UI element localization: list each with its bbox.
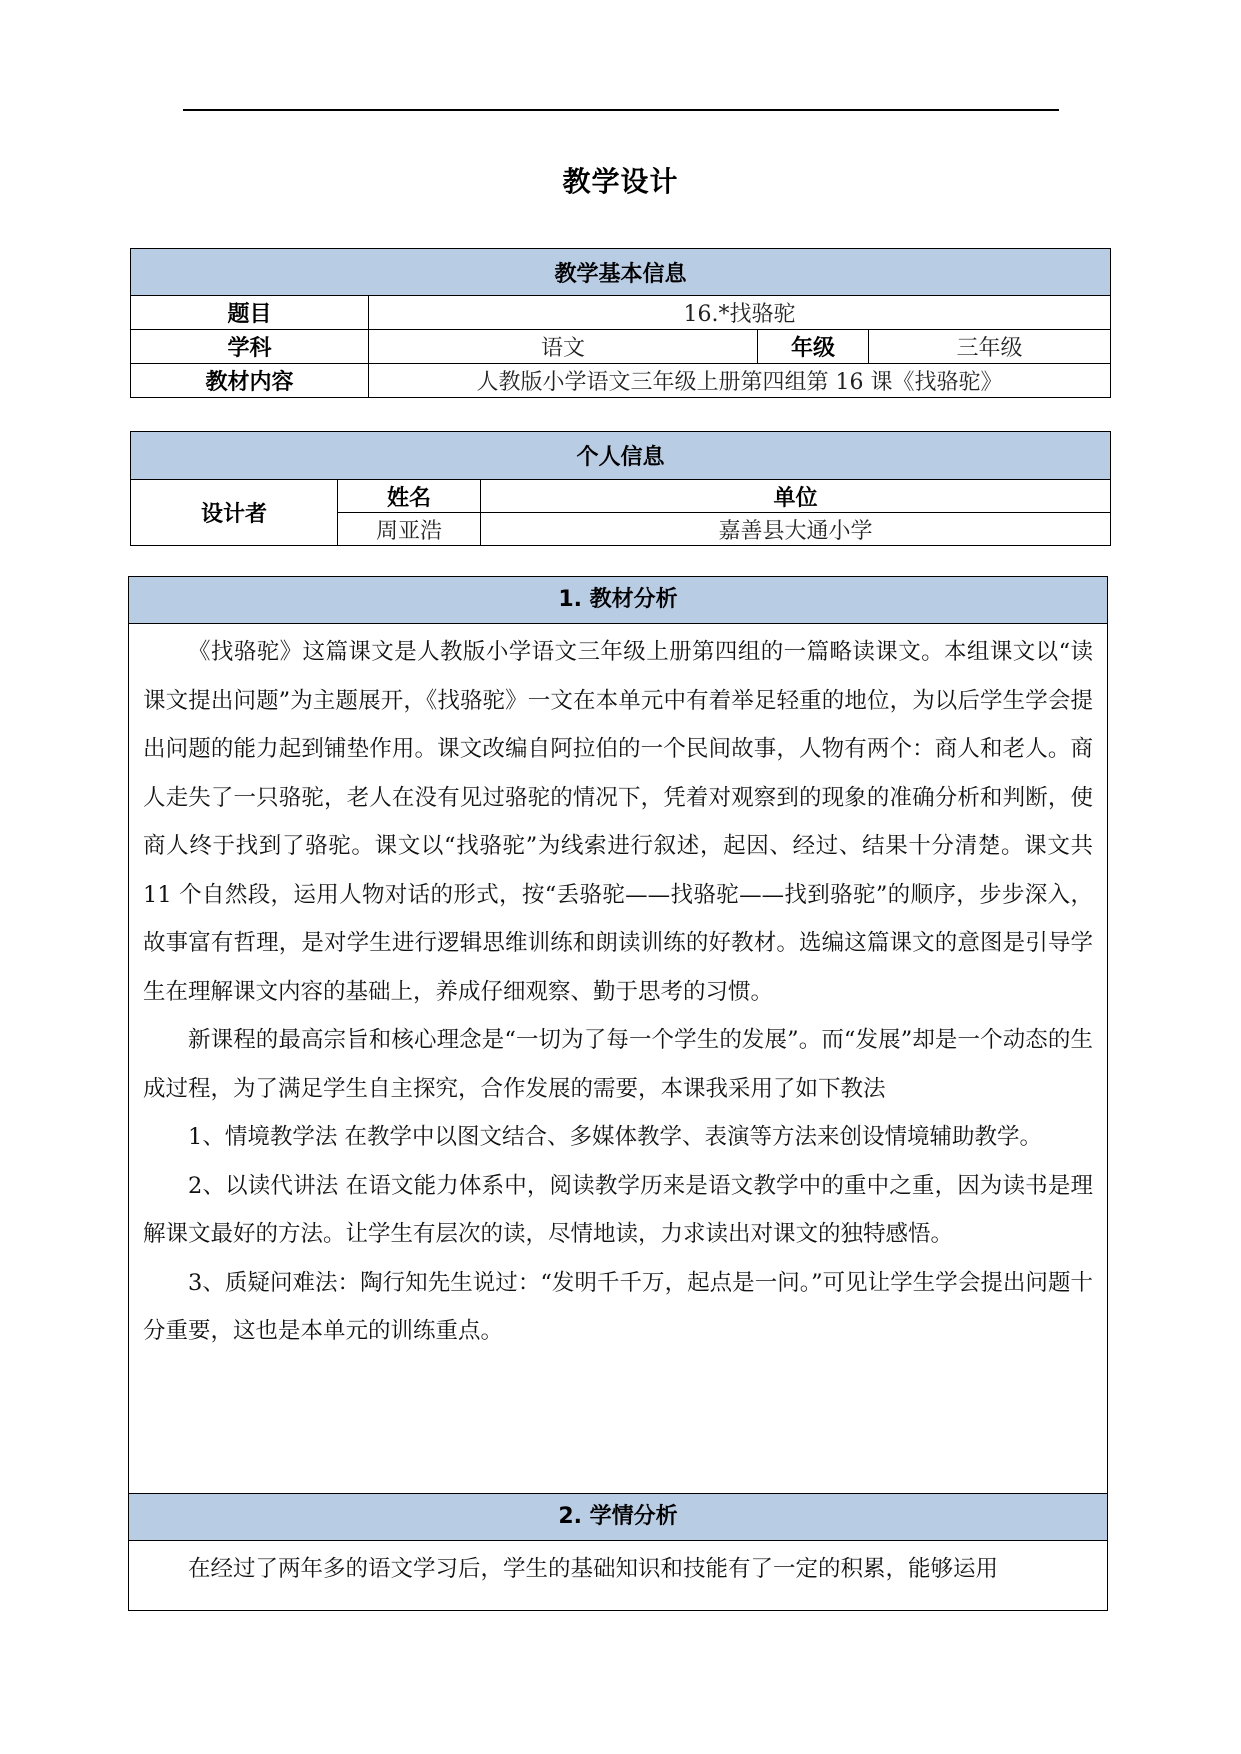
analysis-box [128,576,1108,1611]
personal-info-header: 个人信息 [131,432,1111,480]
grade-label: 年级 [758,330,869,364]
personal-info-table [130,431,1111,546]
paragraph: 在经过了两年多的语文学习后，学生的基础知识和技能有了一定的积累，能够运用 [188,1556,999,1582]
paragraph: 3、质疑问难法：陶行知先生说过：“发明千千万，起点是一问。”可见让学生学会提出问题十分重要，这也是本单元的训练重点。 [143,1269,1093,1344]
material-label: 教材内容 [131,364,369,398]
material-analysis-body [129,624,1107,1493]
basic-info-header: 教学基本信息 [131,249,1111,296]
paragraph: 1、情境教学法 在教学中以图文结合、多媒体教学、表演等方法来创设情境辅助教学。 [188,1124,1042,1150]
topic-value: 16.*找骆驼 [369,296,1111,330]
page-title: 教学设计 [562,165,679,198]
designer-label: 设计者 [131,480,338,546]
header-rule [183,109,1059,111]
name-value: 周亚浩 [338,513,481,546]
section-header-material-analysis: 1. 教材分析 [129,577,1107,624]
paragraph: 2、以读代讲法 在语文能力体系中，阅读教学历来是语文教学中的重中之重，因为读书是理解课文最好的方法。让学生有层次的读，尽情地读，力求读出对课文的独特感悟。 [143,1172,1093,1247]
grade-value: 三年级 [869,330,1111,364]
section-header-student-analysis: 2. 学情分析 [129,1493,1107,1541]
name-label: 姓名 [338,480,481,513]
material-value: 人教版小学语文三年级上册第四组第 16 课《找骆驼》 [369,364,1111,398]
basic-info-table [130,248,1111,398]
paragraph: 《找骆驼》这篇课文是人教版小学语文三年级上册第四组的一篇略读课文。本组课文以“读课文提出问题”为主题展开，《找骆驼》一文在本单元中有着举足轻重的地位，为以后学生学会提出问题的能力起到铺垫作用。课文改编自阿拉伯的一个民间故事，人物有两个：商人和老人。商人走失了一只骆驼，老人在没有见过骆驼的情况下，凭着对观察到的现象的准确分析和判断，使商人终于找到了骆驼。课文以“找骆驼”为线索进行叙述，起因、经过、结果十分清楚。课文共 11 个自然段，运用人物对话的形式，按“丢骆驼——找骆驼——找到骆驼”的顺序，步步深入，故事富有哲理，是对学生进行逻辑思维训练和朗读训练的好教材。选编这篇课文的意图是引导学生在理解课文内容的基础上，养成仔细观察、勤于思考的习惯。 [143,639,1093,1005]
subject-label: 学科 [131,330,369,364]
student-analysis-body [129,1541,1107,1594]
topic-label: 题目 [131,296,369,330]
unit-label: 单位 [481,480,1111,513]
unit-value: 嘉善县大通小学 [481,513,1111,546]
subject-value: 语文 [369,330,758,364]
paragraph: 新课程的最高宗旨和核心理念是“一切为了每一个学生的发展”。而“发展”却是一个动态的生成过程，为了满足学生自主探究，合作发展的需要，本课我采用了如下教法 [143,1027,1093,1102]
